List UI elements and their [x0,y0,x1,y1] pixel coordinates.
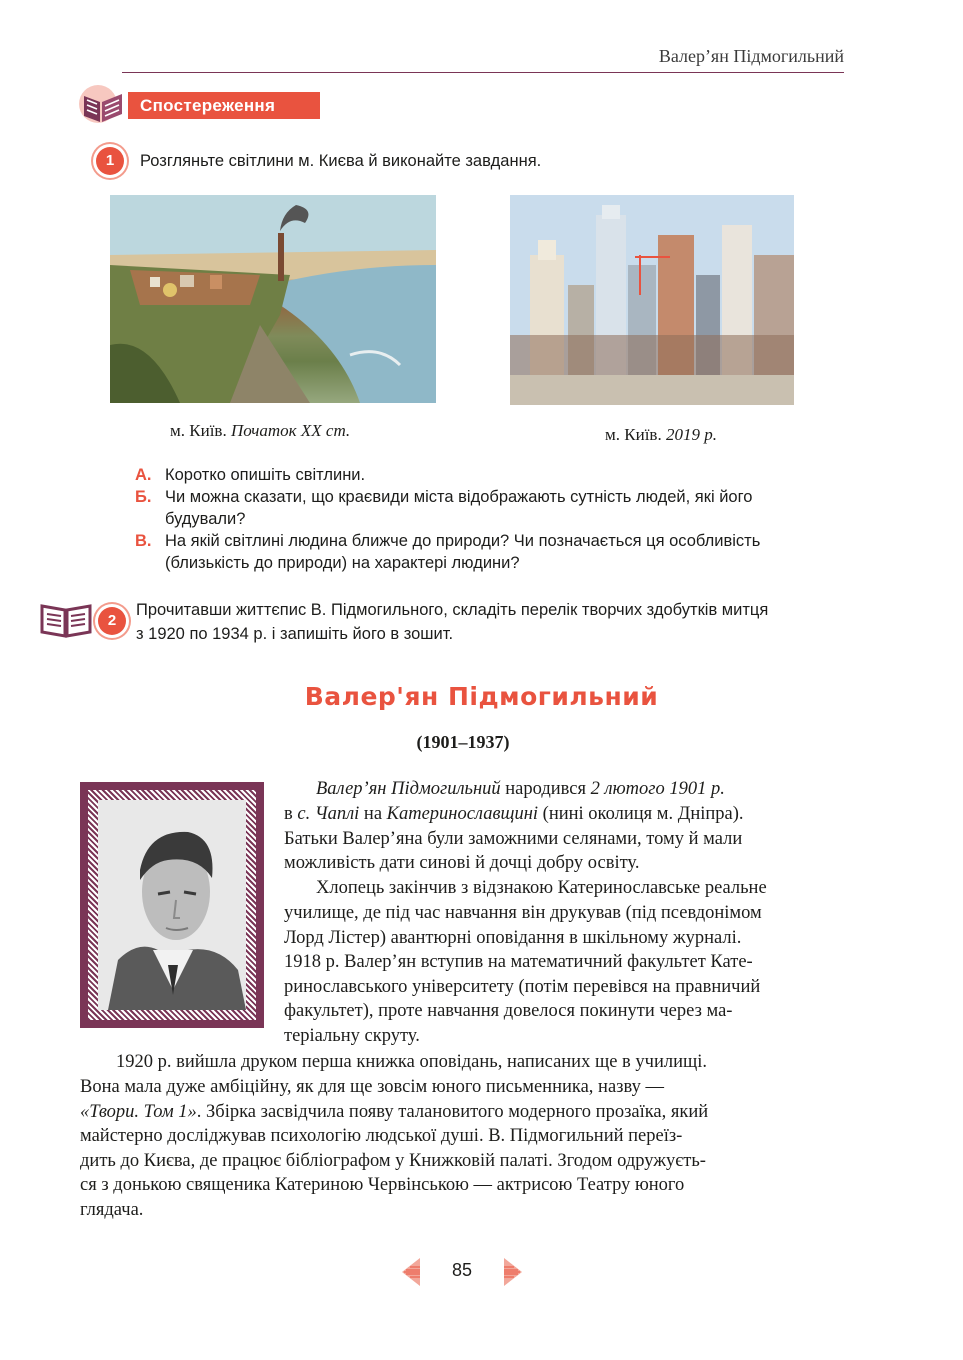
article-paragraph-3-first: 1920 р. вийшла друком перша книжка оповідань, написаних ще в училищі. [116,1052,707,1072]
caption-new-italic: 2019 р. [665,425,717,444]
article-paragraph-2-first: Хлопець закінчив з відзнакою Катеринославське реальне [316,878,767,898]
question-text: Коротко опишіть світлини. [165,466,366,484]
portrait-pattern [88,790,256,1020]
caption-old-photo [170,421,350,441]
text-line: 1918 р. Валер’ян вступив на математичний факультет Кате- [284,952,753,973]
article-paragraph-2 [284,901,844,1049]
text-line: теріальну скруту. [284,1025,420,1046]
place-italic: с. Чаплі [297,804,360,824]
task-number-badge: 1 [96,147,124,175]
question-text: На якій світлині людина ближче до природи? Чи позначається ця особливість [165,532,761,550]
text-line: ся з донькою священика Катериною Червінською — актрисою Театру юного [80,1175,685,1196]
text-line: факультет), проте навчання довелося покинути через ма- [284,1001,733,1022]
header-rule [122,72,844,73]
question-marker: Б. [135,488,152,506]
modern-kyiv-illustration [510,195,794,405]
observation-label: Спостереження [128,92,320,119]
text-line: дить до Києва, де працює бібліографом у Книжковій палаті. Згодом одружуєть- [80,1150,706,1171]
article-paragraph-1 [316,777,844,802]
list-item [135,464,365,487]
text-line [284,802,844,827]
list-item [135,530,760,553]
text-line: глядача. [80,1199,144,1220]
article-paragraph-3 [80,1075,844,1223]
page-arrow-left-icon [402,1258,420,1286]
page-number: 85 [451,1260,473,1280]
date-italic: 2 лютого 1901 р. [590,779,725,799]
text-line [316,777,844,802]
task-number-badge: 2 [98,607,126,635]
task2-line-1: Прочитавши життєпис В. Підмогильного, складіть перелік творчих здобутків митця [136,601,769,619]
text-line: можливість дати синові й дочці добру освіту. [284,853,640,874]
portrait-frame [80,782,264,1028]
caption-old-italic: Початок XX ст. [230,421,351,440]
list-item [135,486,752,509]
caption-new-plain: м. Київ. [605,425,662,444]
text-line: училище, де під час навчання він друкував (під псевдонімом [284,903,762,923]
observation-book-icon [78,82,126,126]
text-line: ринославського університету (потім перевівся на правничий [284,976,761,997]
question-marker: В. [135,532,152,550]
portrait-photo [98,800,246,1010]
text-fragment: . Збірка засвідчила появу талановитого модерного прозаїка, який [196,1101,709,1122]
old-kyiv-illustration [110,195,436,403]
text-fragment: в [284,804,298,824]
text-fragment: народився [500,779,591,799]
text-line [80,1100,844,1125]
open-book-icon [40,602,92,638]
task2-line-2: з 1920 по 1934 р. і запишіть його в зошит. [136,625,454,643]
question-text: Чи можна сказати, що краєвиди міста відображають сутність людей, які його [165,488,753,506]
article-title: Валер'ян Підмогильний [304,682,659,711]
region-italic: Катеринославщині [386,804,539,824]
portrait-illustration [98,800,246,1010]
list-item-continuation: будували? [165,510,246,528]
article-years: (1901–1937) [416,732,510,752]
text-line: Лорд Лістер) авантюрні оповідання в шкільному журналі. [284,927,742,948]
text-line: Вона мала дуже амбіційну, як для ще зовсім юного письменника, назву — [80,1077,664,1097]
question-list [135,464,847,584]
page-arrow-right-icon [504,1258,522,1286]
text-fragment: (нині околиця м. Дніпра). [538,804,744,824]
article-paragraph-1-cont [284,802,844,876]
text-line: Батьки Валер’яна були заможними селянами, тому й мали [284,828,743,849]
running-title: Валер’ян Підмогильний [658,46,844,66]
text-fragment: на [359,804,387,824]
photo-old-kyiv [110,195,436,403]
caption-old-plain: м. Київ. [170,421,227,440]
list-item-continuation: (близькість до природи) на характері людини? [165,554,520,572]
name-italic: Валер’ян Підмогильний [316,779,501,799]
book-title-italic: «Твори. Том 1» [80,1101,197,1122]
photo-modern-kyiv [510,195,794,405]
task-text: Розгляньте світлини м. Києва й виконайте завдання. [140,152,542,170]
question-marker: А. [135,466,152,484]
caption-new-photo [605,425,717,445]
text-line: майстерно досліджував психологію людської душі. В. Підмогильний переїз- [80,1126,683,1147]
